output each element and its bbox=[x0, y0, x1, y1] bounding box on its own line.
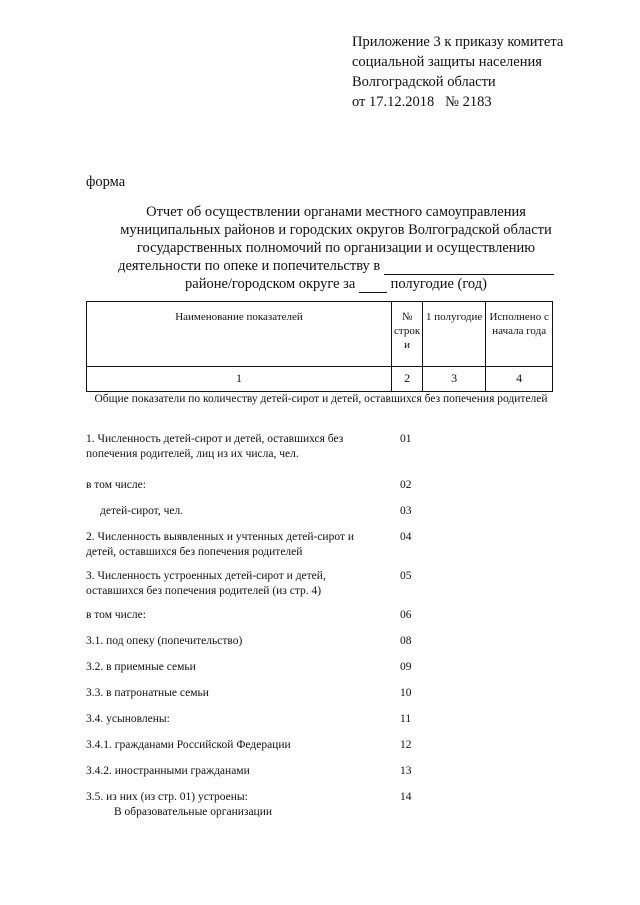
indicator-row bbox=[86, 738, 556, 764]
indicator-label: 3.3. в патронатные семьи bbox=[86, 687, 209, 699]
indicator-rows bbox=[86, 432, 556, 820]
column-number: 1 bbox=[87, 367, 392, 392]
indicator-row bbox=[86, 608, 556, 634]
indicator-label: 3.1. под опеку (попечительство) bbox=[86, 635, 243, 647]
period-blank bbox=[359, 278, 387, 293]
report-title bbox=[86, 203, 586, 293]
indicator-code: 09 bbox=[400, 661, 412, 673]
appendix-line: социальной защиты населения bbox=[352, 54, 542, 70]
appendix-line: от 17.12.2018 № 2183 bbox=[352, 94, 492, 110]
indicator-label: 3.4. усыновлены: bbox=[86, 713, 170, 725]
indicator-label: 3.4.2. иностранными гражданами bbox=[86, 765, 250, 777]
indicator-row bbox=[86, 504, 556, 530]
title-line5-prefix: районе/городском округе за bbox=[185, 276, 356, 292]
indicator-row bbox=[86, 712, 556, 738]
header-row-no: № строк и bbox=[392, 302, 423, 367]
indicator-row bbox=[86, 686, 556, 712]
appendix-block bbox=[352, 32, 632, 112]
indicator-row bbox=[86, 478, 556, 504]
indicator-label: 3.4.1. гражданами Российской Федерации bbox=[86, 739, 291, 751]
indicator-code: 11 bbox=[400, 713, 412, 725]
indicator-row bbox=[86, 790, 556, 805]
section-title: Общие показатели по количеству детей-сирот и детей, оставшихся без попечения родителей bbox=[94, 393, 548, 405]
indicator-label: детей-сирот, чел. bbox=[100, 505, 184, 517]
indicator-continuation bbox=[86, 805, 556, 820]
indicator-code: 13 bbox=[400, 765, 412, 777]
title-line: муниципальных районов и городских округов Волгоградской области bbox=[120, 222, 552, 238]
header-since-start: Исполнено с начала года bbox=[486, 302, 553, 367]
district-blank bbox=[384, 260, 554, 275]
indicator-code: 05 bbox=[400, 570, 412, 582]
indicator-code: 12 bbox=[400, 739, 412, 751]
appendix-line: Волгоградской области bbox=[352, 74, 496, 90]
report-table-header bbox=[86, 301, 553, 392]
indicator-label: в том числе: bbox=[86, 609, 146, 621]
indicator-row bbox=[86, 432, 556, 478]
title-line bbox=[86, 275, 586, 293]
indicator-row bbox=[86, 634, 556, 660]
indicator-code: 06 bbox=[400, 609, 412, 621]
form-label: форма bbox=[86, 174, 126, 190]
header-name: Наименование показателей bbox=[87, 302, 392, 367]
title-line bbox=[86, 257, 586, 275]
indicator-code: 02 bbox=[400, 479, 412, 491]
appendix-line: Приложение 3 к приказу комитета bbox=[352, 34, 564, 50]
title-line: Отчет об осуществлении органами местного самоуправления bbox=[146, 204, 526, 220]
column-number: 2 bbox=[392, 367, 423, 392]
header-half-year: 1 полугодие bbox=[423, 302, 486, 367]
indicator-code: 01 bbox=[400, 433, 412, 445]
column-number: 3 bbox=[423, 367, 486, 392]
indicator-label: 3. Численность устроенных детей-сирот и детей, оставшихся без попечения родителей (из стр. 4) bbox=[86, 570, 326, 597]
title-line5-suffix: полугодие (год) bbox=[390, 276, 487, 292]
indicator-label: 3.2. в приемные семьи bbox=[86, 661, 196, 673]
title-line: государственных полномочий по организации и осуществлению bbox=[136, 240, 536, 256]
indicator-code: 03 bbox=[400, 505, 412, 517]
indicator-label: В образовательные организации bbox=[114, 806, 273, 818]
indicator-code: 04 bbox=[400, 531, 412, 543]
indicator-code: 08 bbox=[400, 635, 412, 647]
indicator-label: 3.5. из них (из стр. 01) устроены: bbox=[86, 791, 248, 803]
column-number: 4 bbox=[486, 367, 553, 392]
indicator-code: 10 bbox=[400, 687, 412, 699]
title-line4-text: деятельности по опеке и попечительству в bbox=[118, 258, 381, 274]
indicator-row bbox=[86, 530, 556, 569]
indicator-row bbox=[86, 660, 556, 686]
indicator-label: в том числе: bbox=[86, 479, 146, 491]
indicator-row bbox=[86, 764, 556, 790]
indicator-code: 14 bbox=[400, 791, 412, 803]
indicator-row bbox=[86, 569, 556, 608]
indicator-label: 1. Численность детей-сирот и детей, оставшихся без попечения родителей, лиц из их числа, чел. bbox=[86, 433, 344, 460]
indicator-label: 2. Численность выявленных и учтенных детей-сирот и детей, оставшихся без попечения родителей bbox=[86, 531, 354, 558]
